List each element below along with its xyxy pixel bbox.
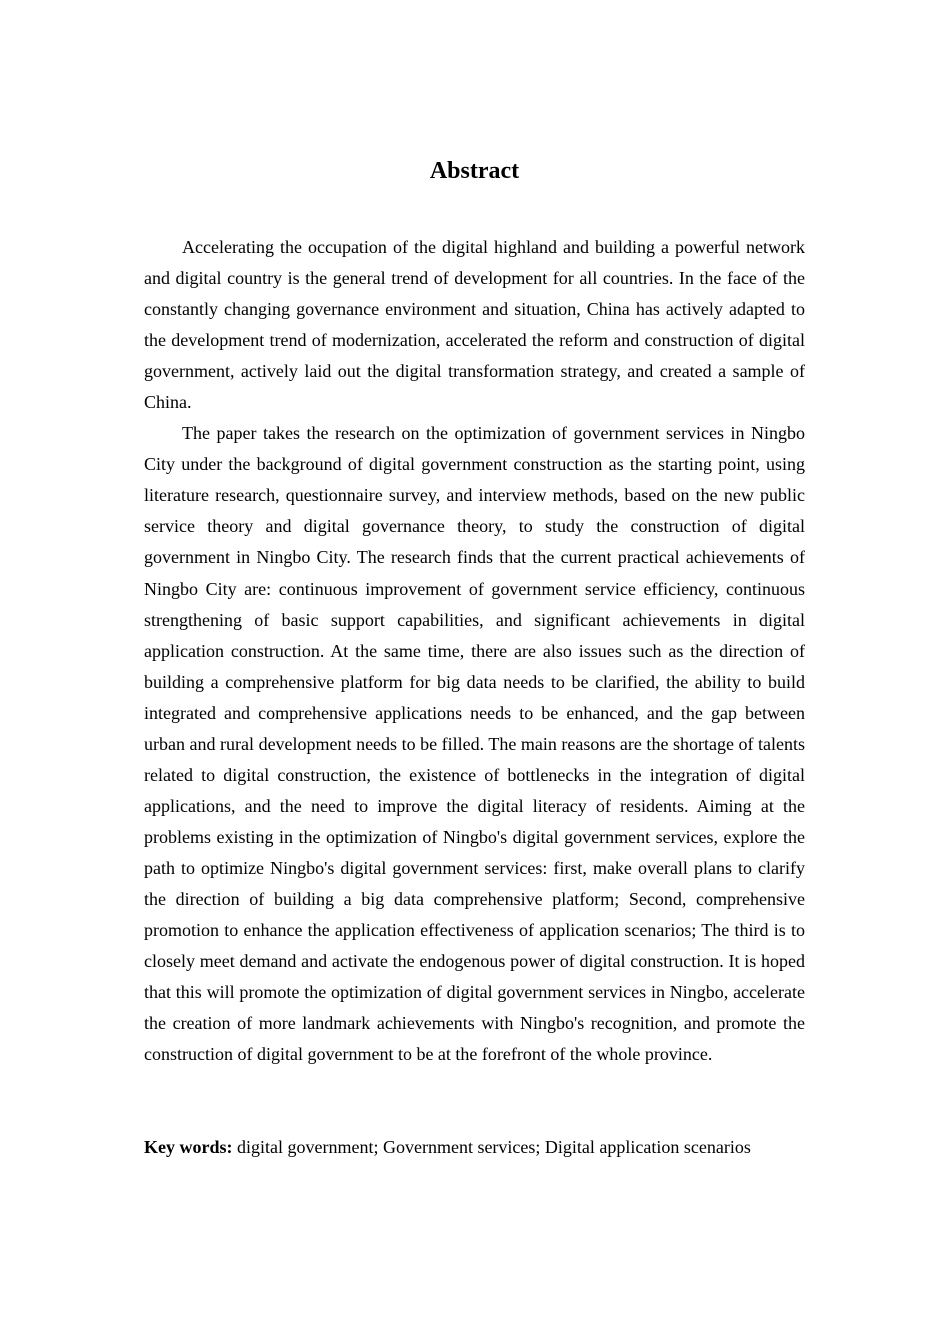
abstract-title: Abstract (429, 158, 520, 184)
keywords-line (144, 1132, 805, 1163)
abstract-paragraph-2: The paper takes the research on the optimization of government services in Ningbo City under the background of digital government construction as the starting point, using literature research, questionnaire survey, and interview methods, based on the new public service theory and digital governance theory, to study the construction of digital government in Ningbo City. The research finds that the current practical achievements of Ningbo City are: continuous improvement of government service efficiency, continuous strengthening of basic support capabilities, and significant achievements in digital application construction. At the same time, there are also issues such as the direction of building a comprehensive platform for big data needs to be clarified, the ability to build integrated and comprehensive applications needs to be enhanced, and the gap between urban and rural development needs to be filled. The main reasons are the shortage of talents related to digital construction, the existence of bottlenecks in the integration of digital applications, and the need to improve the digital literacy of residents. Aiming at the problems existing in the optimization of Ningbo's digital government services, explore the path to optimize Ningbo's digital government services: first, make overall plans to clarify the direction of building a big data comprehensive platform; Second, comprehensive promotion to enhance the application effectiveness of application scenarios; The third is to closely meet demand and activate the endogenous power of digital construction. It is hoped that this will promote the optimization of digital government services in Ningbo, accelerate the creation of more landmark achievements with Ningbo's recognition, and promote the construction of digital government to be at the forefront of the whole province. (144, 423, 805, 1065)
abstract-paragraph-1: Accelerating the occupation of the digital highland and building a powerful network and digital country is the general trend of development for all countries. In the face of the constantly changing governance environment and situation, China has actively adapted to the development trend of modernization, accelerated the reform and construction of digital government, actively laid out the digital transformation strategy, and created a sample of China. (144, 237, 805, 413)
keywords-label: Key words: (144, 1137, 233, 1157)
abstract-body (144, 232, 805, 1070)
keywords-text: digital government; Government services; Digital application scenarios (232, 1137, 751, 1157)
